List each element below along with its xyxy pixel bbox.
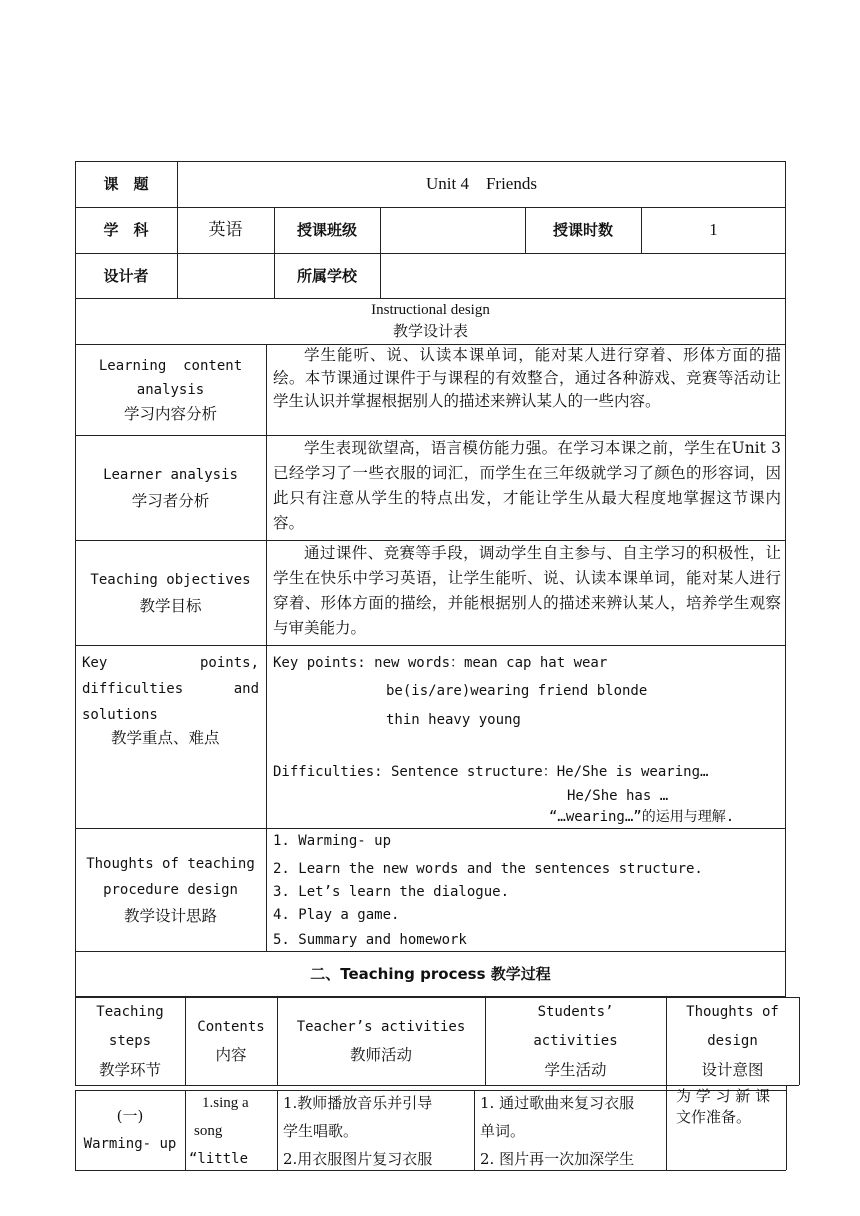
row1-step-num: (一) — [116, 1107, 144, 1125]
row1-content-3: “little — [189, 1151, 249, 1167]
row1-content-1: 1.sing a — [202, 1095, 249, 1111]
row1-design-1: 为 学 习 新 课 — [676, 1087, 771, 1105]
design-title-en: Instructional design — [371, 302, 490, 318]
objectives-label — [75, 540, 266, 645]
topic-value: Unit 4 Friends — [426, 174, 537, 193]
col-steps-zh: 教学环节 — [98, 1060, 161, 1079]
col-students-en-1: Students’ — [537, 1003, 614, 1020]
col-teacher-zh: 教师活动 — [349, 1046, 412, 1064]
school-label: 所属学校 — [296, 266, 357, 285]
row1-teacher-1: 1.教师播放音乐并引导 — [283, 1094, 433, 1112]
designer-value — [177, 253, 274, 298]
col-steps-en-2: steps — [108, 1032, 152, 1049]
thoughts-label — [75, 828, 266, 951]
thoughts-label-en-1: Thoughts of teaching — [86, 855, 255, 872]
row1-students-1: 1. 通过歌曲来复习衣服 — [480, 1094, 635, 1112]
keypoints-label-en-3: solutions — [82, 707, 158, 723]
learner-label-zh: 学习者分析 — [131, 491, 210, 510]
keypoints-line-6: “…wearing…”的运用与理解. — [549, 809, 735, 825]
class-value — [380, 207, 525, 253]
topic-label: 课 题 — [103, 175, 149, 193]
col-contents-zh: 内容 — [215, 1046, 247, 1064]
row1-teacher-2: 学生唱歌。 — [283, 1122, 359, 1140]
objectives-label-en: Teaching objectives — [90, 571, 251, 588]
content-analysis-label — [75, 344, 266, 435]
learner-label-en: Learner analysis — [103, 466, 238, 483]
content-analysis-text: 学生能听、说、认读本课单词，能对某人进行穿着、形体方面的描绘。本节课通过课件于与课程的有效整合，通过各种游戏、竞赛等活动让学生认识并掌握根据别人的描述来辨认某人的一些内容。 — [273, 346, 781, 410]
content-label-en-2: analysis — [136, 381, 205, 398]
col-contents — [185, 997, 277, 1085]
thoughts-item-2: 2. Learn the new words and the sentences structure. — [273, 861, 703, 877]
thoughts-label-en-2: procedure design — [103, 881, 238, 898]
col-students-en-2: activities — [533, 1032, 618, 1049]
process-title: 二、Teaching process 教学过程 — [310, 965, 551, 983]
objectives-text: 通过课件、竞赛等手段，调动学生自主参与、自主学习的积极性，让学生在快乐中学习英语，让学生能听、说、认读本课单词，能对某人进行穿着、形体方面的描绘，并能根据别人的描述来辨认某人，培养学生观察与审美能力。 — [273, 544, 781, 637]
row1-students-3: 2. 图片再一次加深学生 — [480, 1150, 635, 1168]
row1-step — [75, 1090, 185, 1170]
keypoints-label-zh: 教学重点、难点 — [111, 729, 220, 747]
designer-label: 设计者 — [103, 266, 149, 285]
school-value — [380, 253, 786, 298]
learner-analysis-label — [75, 435, 266, 540]
col-students-zh: 学生活动 — [544, 1060, 607, 1079]
keypoints-line-1: Key points: new words：mean cap hat wear — [273, 655, 608, 671]
col-teaching-steps — [75, 997, 185, 1085]
keypoints-line-2: be(is/are)wearing friend blonde — [386, 683, 648, 699]
col-steps-en-1: Teaching — [96, 1003, 164, 1020]
thoughts-item-5: 5. Summary and homework — [273, 932, 467, 948]
subject-label: 学 科 — [103, 221, 149, 239]
row1-step-name: Warming- up — [83, 1136, 177, 1152]
col-design-thoughts — [666, 997, 799, 1085]
col-design-zh: 设计意图 — [701, 1060, 764, 1079]
keypoints-line-4: Difficulties: Sentence structure：He/She is wearing… — [273, 764, 709, 780]
row1-teacher-3: 2.用衣服图片复习衣服 — [283, 1150, 433, 1168]
col-teacher-en: Teacher’s activities — [296, 1019, 466, 1035]
keypoints-label-en-2: difficulties and — [82, 681, 260, 697]
keypoints-label-en-1: Key points, — [82, 655, 260, 671]
col-design-en-1: Thoughts of — [686, 1003, 779, 1020]
design-title-zh: 教学设计表 — [392, 322, 468, 340]
subject-value: 英语 — [208, 220, 243, 240]
row1-students-2: 单词。 — [480, 1122, 526, 1140]
col-design-en-2: design — [707, 1032, 758, 1049]
keypoints-line-3: thin heavy young — [386, 712, 521, 728]
class-label: 授课班级 — [296, 221, 357, 239]
objectives-label-zh: 教学目标 — [139, 596, 202, 615]
hours-value: 1 — [709, 220, 718, 239]
keypoints-line-5: He/She has … — [567, 788, 669, 804]
thoughts-label-zh: 教学设计思路 — [123, 906, 217, 925]
content-label-en-1: Learning content — [98, 357, 243, 374]
thoughts-item-4: 4. Play a game. — [273, 907, 400, 923]
col-teacher-activities — [277, 997, 485, 1085]
learner-analysis-text: 学生表现欲望高，语言模仿能力强。在学习本课之前，学生在Unit 3已经学习了一些衣服的词汇，而学生在三年级就学习了颜色的形容词，因此只有注意从学生的特点出发，才能让学生从最大程度地掌握这节课内容。 — [273, 439, 781, 532]
row1-design-2: 文作准备。 — [676, 1108, 752, 1126]
hours-label: 授课时数 — [552, 221, 613, 239]
thoughts-item-1: 1. Warming- up — [273, 833, 392, 849]
col-student-activities — [485, 997, 666, 1085]
row1-content-2: song — [194, 1123, 223, 1139]
content-label-zh: 学习内容分析 — [123, 404, 217, 423]
col-contents-en: Contents — [197, 1019, 265, 1035]
thoughts-item-3: 3. Let’s learn the dialogue. — [273, 884, 510, 900]
design-title — [75, 298, 786, 344]
